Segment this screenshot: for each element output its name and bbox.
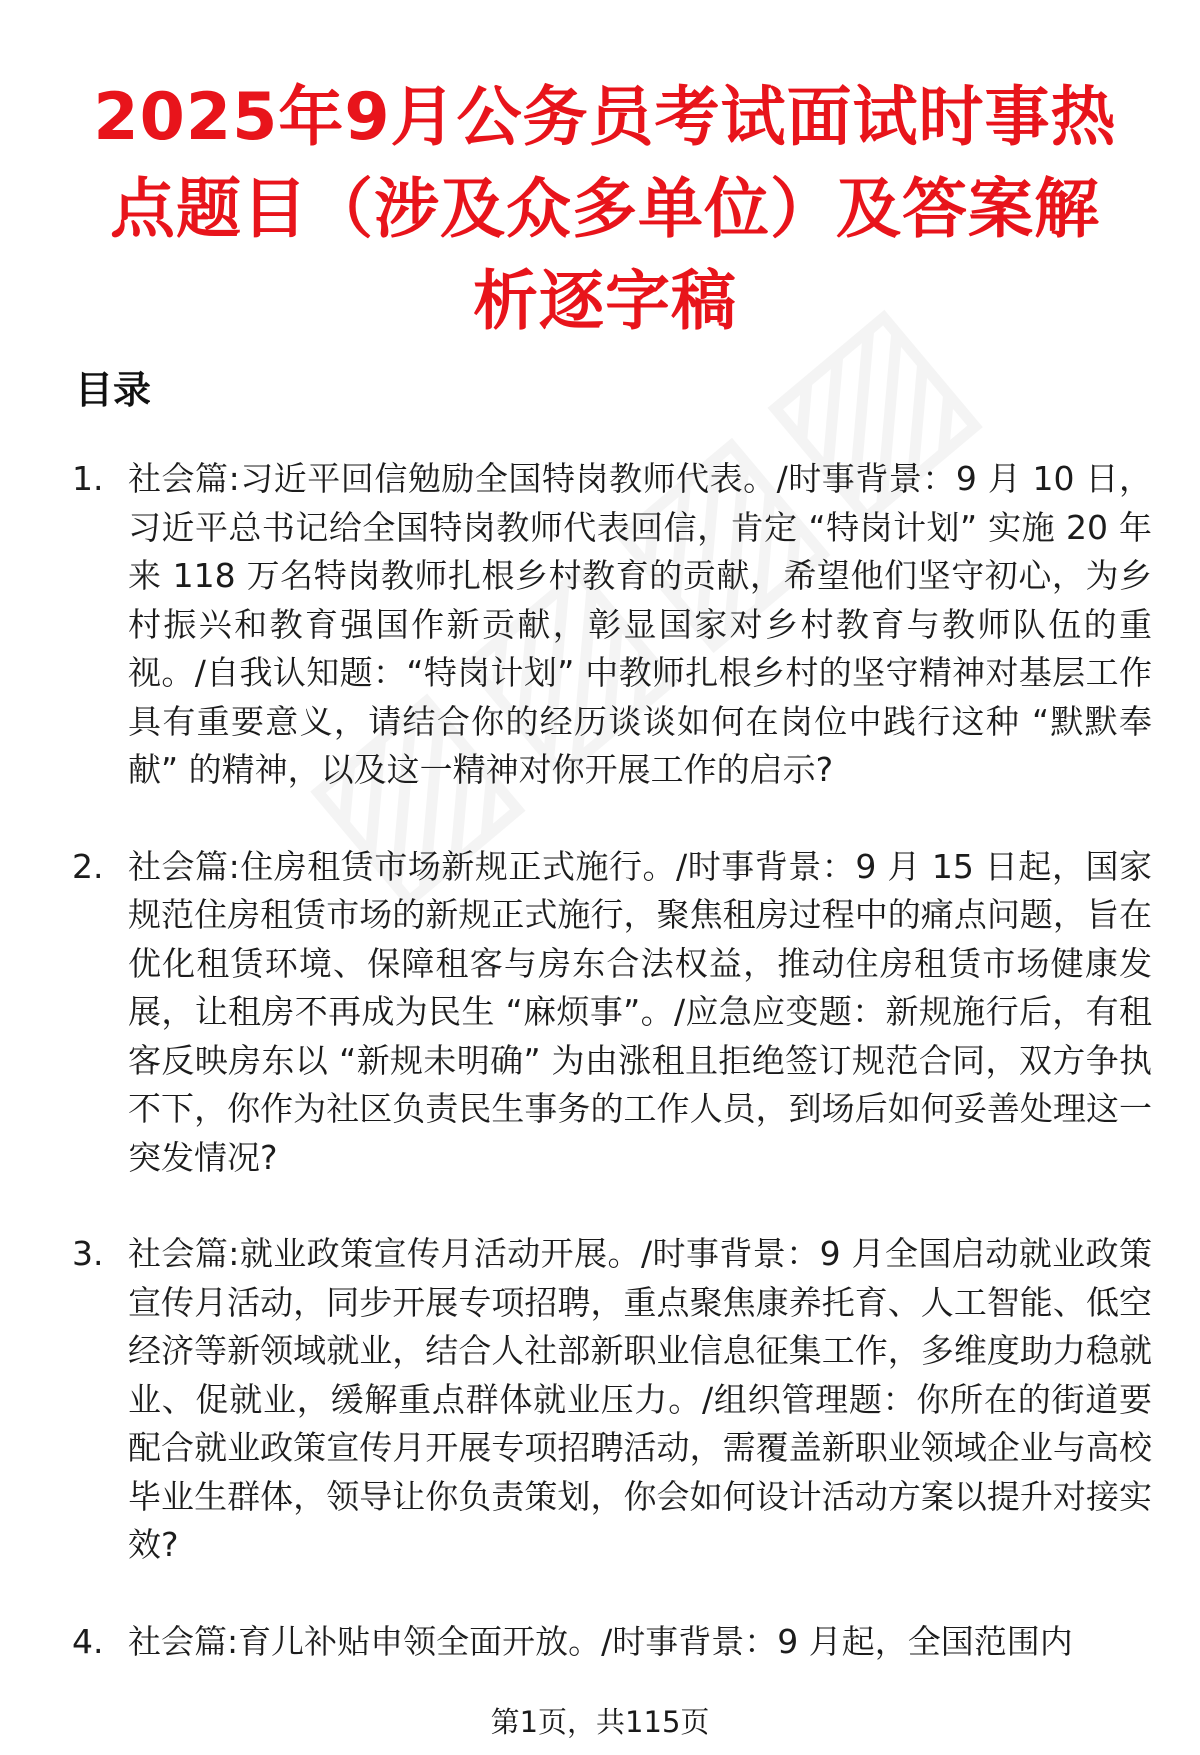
toc-item-text: 社会篇:育儿补贴申领全面开放。/时事背景：9 月起，全国范围内 xyxy=(128,1621,1073,1661)
toc-heading: 目录 xyxy=(75,368,152,412)
toc-item-4 xyxy=(72,1618,1152,1667)
toc-item-3 xyxy=(72,1230,1152,1570)
toc-item-text: 社会篇:住房租赁市场新规正式施行。/时事背景：9 月 15 日起，国家规范住房租赁市场的新规正式施行，聚焦租房过程中的痛点问题，旨在优化租赁环境、保障租客与房东合法权益，推动住房租赁市场健康发展，让租房不再成为民生 “麻烦事”。/应急应变题：新规施行后，有租客反映房东以 “新规未明确” 为由涨租且拒绝签订规范合同，双方争执不下，你作为社区负责民生事务的工作人员，到场后如何妥善处理这一突发情况? xyxy=(128,846,1152,1177)
toc-item-number: 4. xyxy=(72,1621,104,1661)
toc-item-number: 1. xyxy=(72,459,104,498)
toc-item-number: 3. xyxy=(72,1234,104,1273)
toc-item-1 xyxy=(72,455,1152,795)
toc-item-text: 社会篇:就业政策宣传月活动开展。/时事背景：9 月全国启动就业政策宣传月活动，同步开展专项招聘，重点聚焦康养托育、人工智能、低空经济等新领域就业，结合人社部新职业信息征集工作，多维度助力稳就业、促就业，缓解重点群体就业压力。/组织管理题：你所在的街道要配合就业政策宣传月开展专项招聘活动，需覆盖新职业领域企业与高校毕业生群体，领导让你负责策划，你会如何设计活动方案以提升对接实效? xyxy=(128,1234,1152,1564)
document-title: 2025年9月公务员考试面试时事热点题目（涉及众多单位）及答案解析逐字稿 xyxy=(93,80,1117,339)
toc-list xyxy=(72,455,1152,1714)
toc-item-number: 2. xyxy=(72,846,104,886)
toc-item-text: 社会篇:习近平回信勉励全国特岗教师代表。/时事背景：9 月 10 日，习近平总书记给全国特岗教师代表回信，肯定 “特岗计划” 实施 20 年来 118 万名特岗教师扎根乡村教育的贡献，希望他们坚守初心，为乡村振兴和教育强国作新贡献，彰显国家对乡村教育与教师队伍的重视。/自我认知题：“特岗计划” 中教师扎根乡村的坚守精神对基层工作具有重要意义，请结合你的经历谈谈如何在岗位中践行这种 “默默奉献” 的精神，以及这一精神对你开展工作的启示? xyxy=(128,459,1152,789)
page-footer: 第1页，共115页 xyxy=(0,1702,1200,1742)
toc-item-2 xyxy=(72,843,1152,1183)
